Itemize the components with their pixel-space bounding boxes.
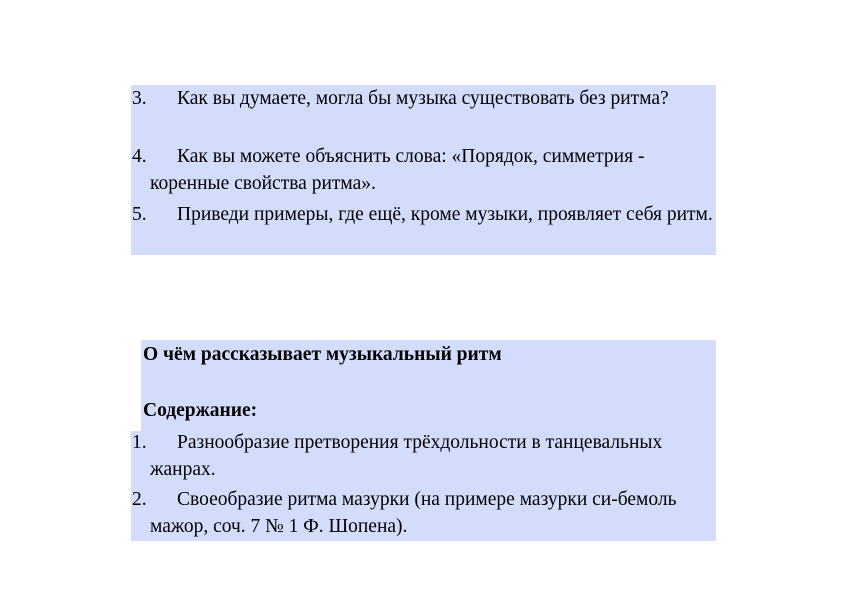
divider xyxy=(131,340,141,431)
list-item-text: Своеобразие ритма мазурки (на примере мазурки си-бемоль мажор, соч. 7 № 1 Ф. Шопена). xyxy=(150,489,677,537)
list-item-text: Приведи примеры, где ещё, кроме музыки, проявляет себя ритм. xyxy=(177,204,713,225)
list-item-number: 3. xyxy=(132,88,147,109)
list-item-text: Как вы думаете, могла бы музыка существовать без ритма? xyxy=(177,88,669,109)
lesson-title: О чём рассказывает музыкальный ритм xyxy=(143,344,502,365)
list-item xyxy=(131,201,721,228)
list-item xyxy=(131,486,721,540)
list-item-number: 4. xyxy=(132,146,147,167)
list-item-number: 2. xyxy=(132,489,147,510)
list-item-number: 5. xyxy=(132,204,147,225)
list-item xyxy=(131,429,721,483)
list-item-text: Разнообразие претворения трёхдольности в танцевальных жанрах. xyxy=(150,432,663,480)
lesson-block xyxy=(131,340,716,541)
list-item xyxy=(131,143,721,197)
list-item-text: Как вы можете объяснить слова: «Порядок, симметрия - коренные свойства ритма». xyxy=(150,146,645,194)
content-label: Содержание: xyxy=(143,400,258,421)
questions-block xyxy=(131,85,716,255)
list-item xyxy=(131,85,721,112)
list-item-number: 1. xyxy=(132,432,147,453)
